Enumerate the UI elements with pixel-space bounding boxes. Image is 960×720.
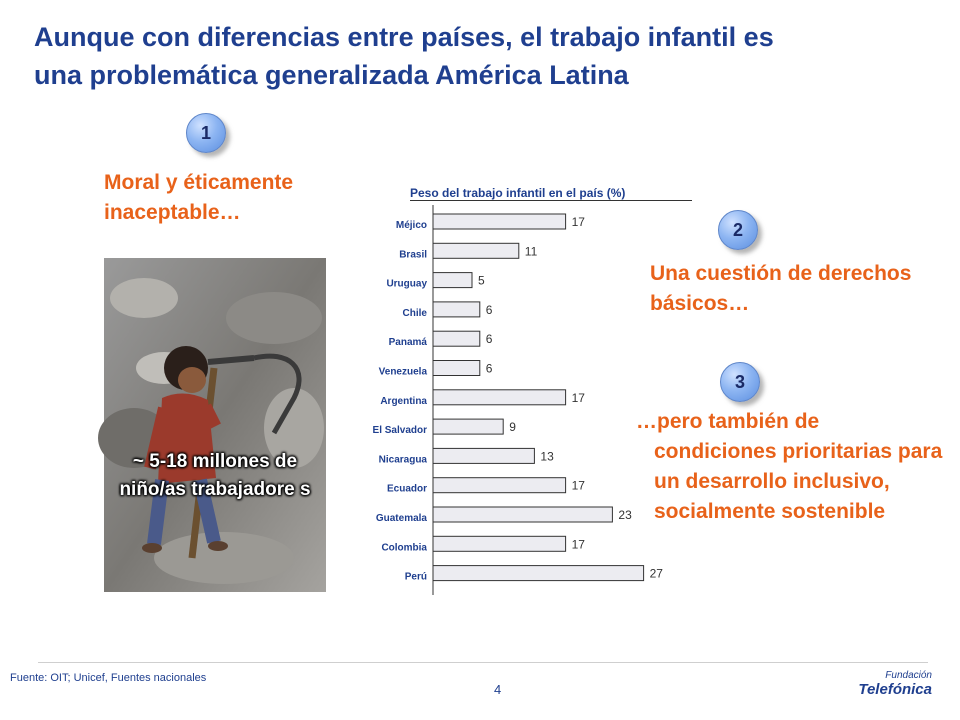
- source-note: Fuente: OIT; Unicef, Fuentes nacionales: [10, 672, 207, 684]
- point-1-badge: 1: [186, 113, 226, 153]
- value-label-7: 9: [509, 420, 516, 435]
- logo-line-2: Telefónica: [858, 681, 932, 698]
- point-3-text: …pero también de condiciones prioritarias para un desarrollo inclusivo, socialmente sostenible: [636, 410, 943, 523]
- category-label-8: Nicaragua: [378, 454, 427, 466]
- bar-2: [433, 273, 472, 288]
- footer-divider: [38, 662, 928, 663]
- bar-12: [433, 566, 644, 581]
- value-label-9: 17: [571, 478, 585, 493]
- point-1-text: Moral y éticamente inaceptable…: [104, 171, 294, 224]
- value-label-11: 17: [571, 537, 585, 552]
- bar-0: [433, 214, 566, 229]
- bar-5: [433, 361, 480, 376]
- category-label-5: Venezuela: [378, 366, 427, 378]
- bar-1: [433, 243, 519, 258]
- value-label-1: 11: [524, 244, 538, 259]
- category-label-1: Brasil: [399, 249, 427, 261]
- category-label-2: Uruguay: [386, 278, 427, 290]
- value-label-3: 6: [485, 302, 493, 317]
- bar-10: [433, 507, 612, 522]
- page-number: 4: [494, 682, 502, 697]
- value-label-5: 6: [485, 361, 493, 376]
- bar-4: [433, 331, 480, 346]
- category-label-7: El Salvador: [372, 425, 427, 437]
- category-label-10: Guatemala: [375, 513, 427, 524]
- point-2-badge: 2: [718, 210, 758, 250]
- category-label-4: Panamá: [388, 337, 427, 349]
- category-label-12: Perú: [404, 571, 427, 583]
- category-label-9: Ecuador: [386, 483, 427, 495]
- category-label-3: Chile: [402, 307, 427, 319]
- bar-6: [433, 390, 566, 405]
- value-label-10: 23: [618, 508, 632, 522]
- category-label-6: Argentina: [380, 395, 427, 407]
- child-labor-bar-chart: [320, 205, 663, 597]
- bar-7: [433, 419, 503, 434]
- child-worker-photo: [104, 258, 326, 592]
- chart-title: Peso del trabajo infantil en el país (%): [410, 185, 692, 201]
- category-label-0: Méjico: [395, 220, 427, 231]
- point-3-badge: 3: [720, 362, 760, 402]
- logo-line-1: Fundación: [885, 670, 932, 681]
- bar-11: [433, 536, 566, 551]
- value-label-4: 6: [485, 332, 493, 347]
- value-label-12: 27: [649, 566, 663, 581]
- child-worker-illustration: [104, 258, 326, 592]
- bar-9: [433, 478, 566, 493]
- category-label-11: Colombia: [381, 542, 427, 554]
- page-title: Aunque con diferencias entre países, el trabajo infantil es una problemática generalizada América Latina: [34, 22, 774, 90]
- bar-8: [433, 448, 534, 463]
- point-2-text: Una cuestión de derechos básicos…: [650, 262, 912, 315]
- value-label-8: 13: [540, 449, 554, 464]
- value-label-0: 17: [571, 215, 585, 229]
- child-labor-stat: ~ 5-18 millones de niño/as trabajadore s: [119, 451, 311, 500]
- value-label-2: 5: [478, 273, 485, 288]
- bar-3: [433, 302, 480, 317]
- value-label-6: 17: [571, 390, 585, 405]
- fundacion-telefonica-logo: [852, 670, 932, 698]
